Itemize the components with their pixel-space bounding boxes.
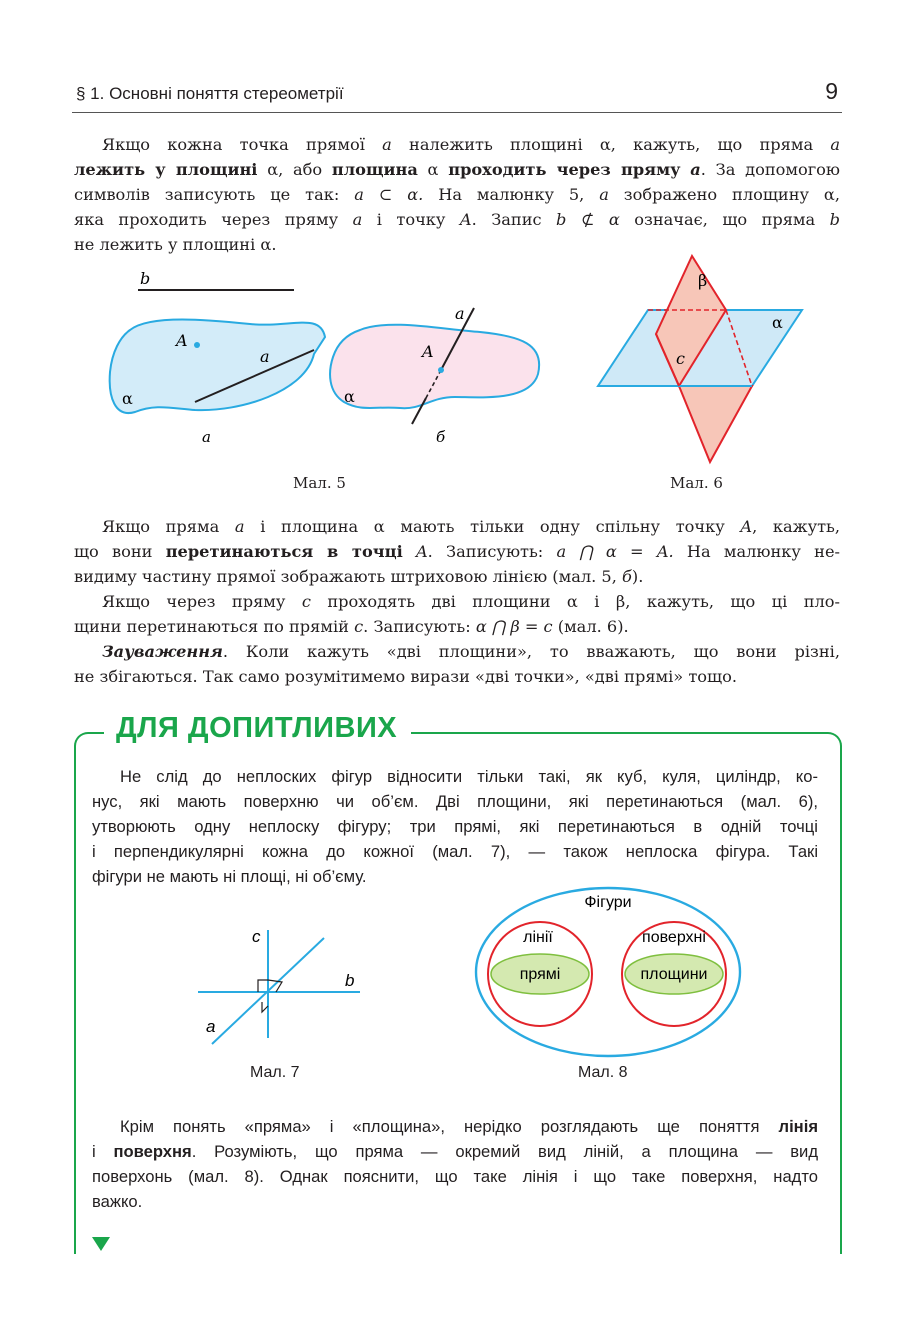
label-alpha-left: α <box>122 389 133 408</box>
label-surfaces: поверхні <box>642 929 706 946</box>
label-beta: β <box>698 271 708 290</box>
text-line: важко. <box>92 1192 143 1211</box>
figure-7 <box>190 920 370 1050</box>
label-alpha-right: α <box>344 387 355 406</box>
label-c: c <box>676 349 685 368</box>
text-line: Не слід до неплоских фігур відносити тільки такі, як куб, куля, циліндр, ко- <box>120 767 818 786</box>
label-sub-b: б <box>436 428 446 446</box>
figure-6-caption: Мал. 6 <box>670 474 723 492</box>
point-a-left <box>194 342 200 348</box>
intro-paragraph <box>74 132 840 257</box>
label-b: b <box>345 971 355 990</box>
text-line: і поверхня. Розуміють, що пряма — окремий вид ліній, а площина — вид <box>92 1142 818 1161</box>
text-line: не збігаються. Так само розумітимемо вирази «дві точки», «дві прямі» тощо. <box>74 667 737 686</box>
label-c: c <box>252 927 261 946</box>
text-line: поверхонь (мал. 8). Однак пояснити, що таке лінія і що таке поверхня, надто <box>92 1167 818 1186</box>
label-line-a-right: a <box>455 304 465 323</box>
box-paragraph-2 <box>92 1114 818 1214</box>
label-alpha: α <box>772 313 783 332</box>
paragraph-intersect-line <box>74 589 840 639</box>
running-header <box>72 78 842 113</box>
figure-8 <box>470 878 750 1058</box>
label-b: b <box>140 269 151 288</box>
text-line: символів записують це так: a ⊂ α. На малюнку 5, а зображено площину α, <box>74 185 840 204</box>
right-angle-mark-1 <box>258 980 268 992</box>
text-line: яка проходить через пряму a і точку A. Запис b ⊄ α означає, що пряма b <box>74 210 840 229</box>
figure-7-caption: Мал. 7 <box>250 1064 300 1081</box>
plane-beta-lower <box>679 386 752 462</box>
text-line: Зауваження. Коли кажуть «дві площини», то вважають, що вони різні, <box>102 642 840 661</box>
text-line: Крім понять «пряма» і «площина», нерідко розглядають ще поняття лінія <box>120 1117 818 1136</box>
plane-alpha-left <box>110 320 325 414</box>
label-point-a-left: A <box>176 331 188 350</box>
text-line: Якщо через пряму c проходять дві площини α і β, кажуть, що ці пло- <box>102 592 840 611</box>
text-line: лежить у площині α, або площина α проходить через пряму a. За допомогою <box>74 160 840 179</box>
box-title: ДЛЯ ДОПИТЛИВИХ <box>116 712 398 744</box>
text-line: утворюють одну неплоску фігуру; три прямі, які перетинаються в одній точці <box>92 817 818 836</box>
section-title: § 1. Основні поняття стереометрії <box>76 84 344 103</box>
label-lines: лінії <box>523 929 553 946</box>
label-sub-a: а <box>202 428 211 446</box>
text-line: що вони перетинаються в точці A. Записують: a ⋂ α = A. На малюнку не- <box>74 542 840 561</box>
point-a-right <box>438 367 444 373</box>
text-line: нус, які мають поверхню чи об’єм. Дві площини, які перетинаються (мал. 6), <box>92 792 818 811</box>
end-triangle-icon <box>92 1237 110 1251</box>
label-line-a-left: a <box>260 347 270 366</box>
label-point-a-right: A <box>422 342 434 361</box>
label-a: a <box>206 1017 216 1036</box>
text-line: видиму частину прямої зображають штриховою лінією (мал. 5, б). <box>74 567 644 586</box>
box-title-wrap <box>104 712 411 745</box>
text-line: не лежить у площині α. <box>74 235 277 254</box>
label-figures: Фігури <box>584 894 632 911</box>
figure-5-caption: Мал. 5 <box>293 474 346 492</box>
page-number: 9 <box>825 78 838 104</box>
text-line: щини перетинаються по прямій c. Записують: α ⋂ β = c (мал. 6). <box>74 617 629 636</box>
label-straight-lines: прямі <box>519 966 561 983</box>
text-line: Якщо пряма a і площина α мають тільки одну спільну точку A, кажуть, <box>102 517 840 536</box>
plane-alpha-right <box>330 325 539 408</box>
figure-5 <box>100 262 560 462</box>
paragraph-remark <box>74 639 840 689</box>
figure-6 <box>592 252 812 468</box>
text-line: і перпендикулярні кожна до кожної (мал. 7), — також неплоска фігура. Такі <box>92 842 818 861</box>
text-line: Якщо кожна точка прямої a належить площині α, кажуть, що пряма a <box>102 135 840 154</box>
label-planes: площини <box>640 966 708 983</box>
box-paragraph-1 <box>92 764 818 889</box>
figure-8-caption: Мал. 8 <box>578 1064 628 1081</box>
paragraph-intersect-point <box>74 514 840 589</box>
text-line: фігури не мають ні площі, ні об’єму. <box>92 867 367 886</box>
